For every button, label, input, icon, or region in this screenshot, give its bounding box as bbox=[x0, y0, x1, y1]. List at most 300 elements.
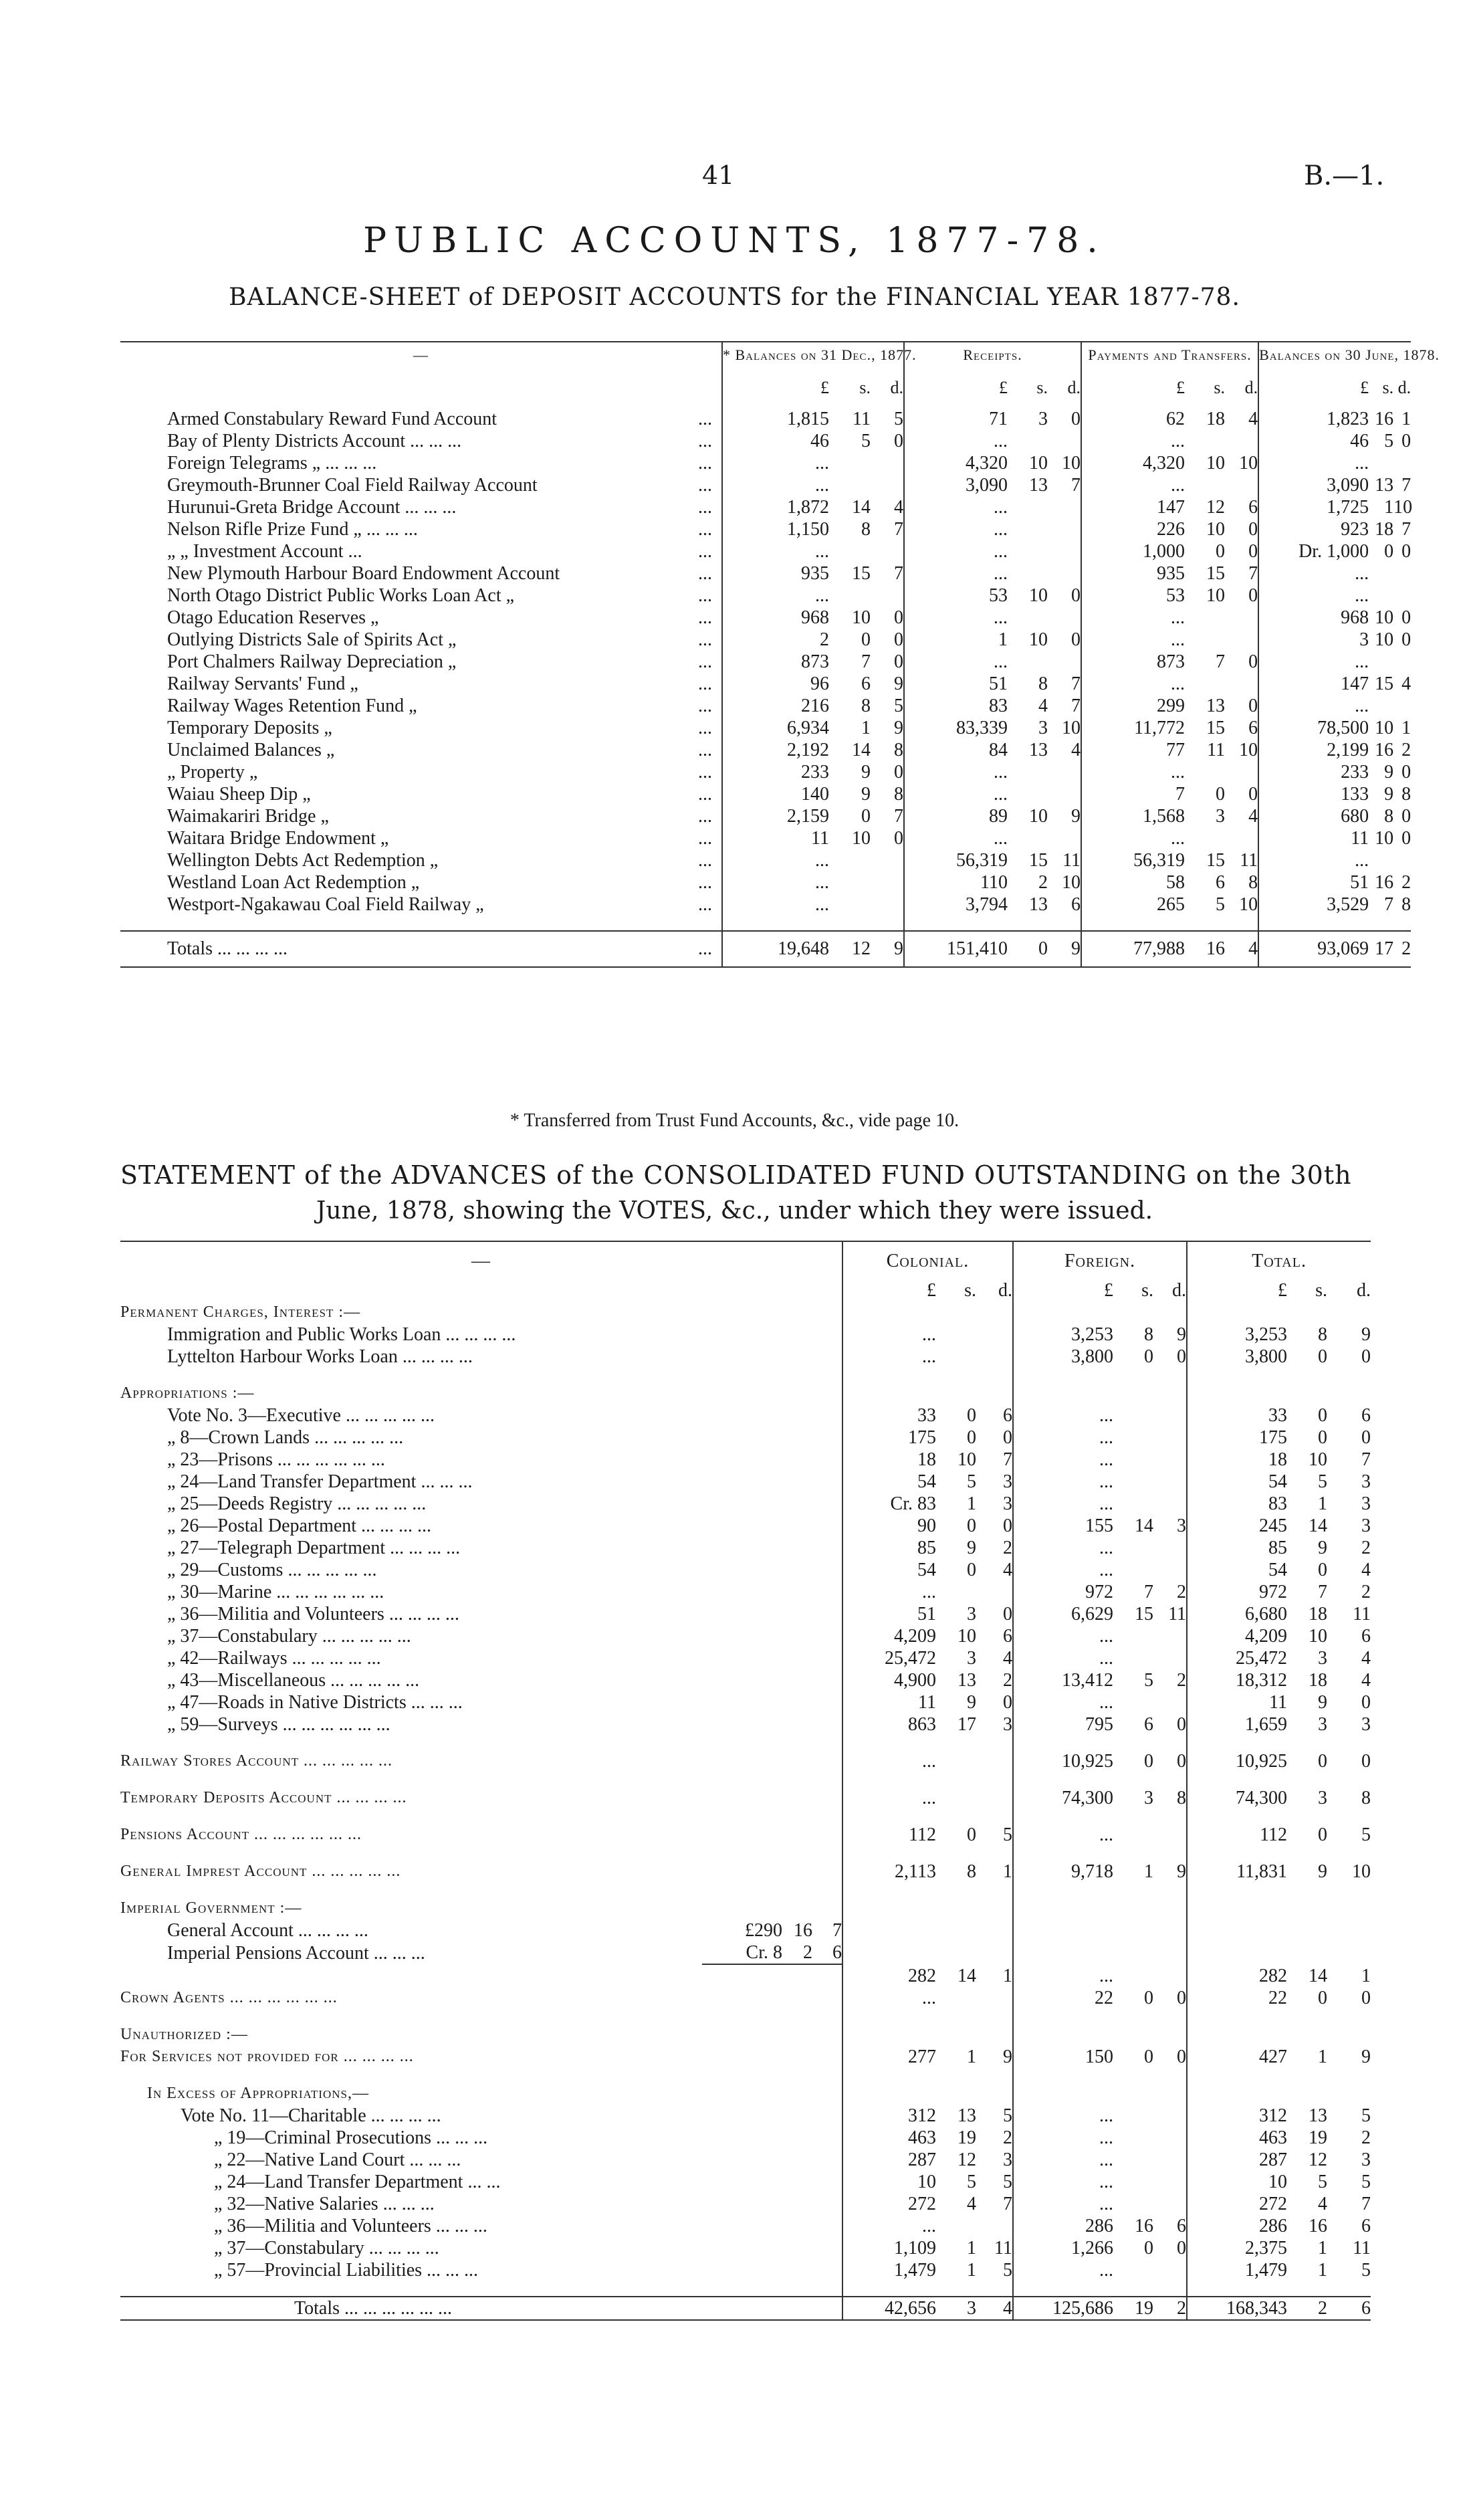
section-heading: Imperial Government :— bbox=[120, 1897, 842, 1919]
r-pounds: ... bbox=[994, 563, 1008, 584]
deposit-account-row bbox=[120, 805, 1411, 827]
account-name bbox=[120, 408, 722, 430]
deposit-account-row bbox=[120, 783, 1411, 805]
b1-pounds: 2,192 bbox=[787, 740, 829, 760]
p-shillings bbox=[1185, 827, 1225, 849]
r-shillings: 2 bbox=[1038, 872, 1048, 893]
line-label: „ 22—Native Land Court ... ... ... bbox=[120, 2149, 842, 2171]
balance-sheet-table bbox=[120, 341, 1440, 968]
deposit-account-row bbox=[120, 430, 1411, 452]
f-pence: 9 bbox=[1153, 1861, 1187, 1883]
railway-stores-row bbox=[120, 1750, 1371, 1772]
b2-pounds: 968 bbox=[1341, 607, 1369, 628]
line-label: „ 29—Customs ... ... ... ... ... bbox=[120, 1559, 842, 1581]
b2-pounds: 51 bbox=[1350, 872, 1369, 893]
p-pence: 4 bbox=[1225, 408, 1258, 430]
header-row bbox=[120, 1241, 1371, 1279]
line-label: „ 36—Militia and Volunteers ... ... ... bbox=[120, 2215, 842, 2237]
t-pence: 0 bbox=[1361, 1751, 1371, 1772]
b2-pence: 2 bbox=[1401, 872, 1411, 893]
p-pounds: 77,988 bbox=[1081, 931, 1185, 967]
t-pence: 5 bbox=[1361, 2260, 1371, 2281]
f-pounds: ... bbox=[1099, 2194, 1114, 2214]
excess-vote-row bbox=[120, 2171, 1371, 2193]
r-pounds: 89 bbox=[989, 806, 1008, 827]
c-pence: 2 bbox=[976, 2127, 1013, 2149]
b1-pounds: ... bbox=[815, 541, 829, 562]
t-pence: 7 bbox=[1361, 2194, 1371, 2214]
b2-pounds: 3,090 bbox=[1327, 475, 1369, 496]
r-shillings bbox=[1008, 518, 1048, 540]
t-pounds bbox=[1187, 2068, 1287, 2083]
b1-pounds: ... bbox=[815, 872, 829, 893]
c-pounds bbox=[842, 2024, 936, 2046]
c-shillings bbox=[936, 2281, 976, 2297]
c-shillings bbox=[936, 1941, 976, 1964]
c-pence bbox=[976, 1324, 1013, 1346]
b1-pounds: 6,934 bbox=[787, 718, 829, 738]
f-shillings: 14 bbox=[1135, 1515, 1154, 1536]
c-pounds: 54 bbox=[917, 1560, 936, 1580]
f-shillings bbox=[1113, 1736, 1153, 1750]
f-pounds bbox=[1013, 1846, 1113, 1861]
b2-shillings bbox=[1369, 496, 1411, 518]
f-pounds: 74,300 bbox=[1062, 1788, 1114, 1808]
t-shillings: 1 bbox=[1318, 2260, 1328, 2281]
r-pounds: 4,320 bbox=[966, 453, 1008, 474]
c-pounds bbox=[842, 1883, 936, 1897]
f-pence bbox=[1153, 1772, 1187, 1787]
b1-shillings: 1 bbox=[861, 718, 871, 738]
b2-pounds: Dr. 1,000 bbox=[1298, 541, 1369, 562]
t-pence bbox=[1327, 1883, 1371, 1897]
spacer-row bbox=[120, 1809, 1371, 1824]
temporary-deposits-row bbox=[120, 1787, 1371, 1809]
leader-dots: ... bbox=[698, 872, 712, 893]
r-shillings bbox=[1008, 761, 1048, 783]
b1-pounds: 935 bbox=[801, 563, 829, 584]
b1-pence bbox=[871, 871, 904, 894]
t-shillings: 0 bbox=[1318, 1427, 1328, 1448]
deposit-account-row bbox=[120, 496, 1411, 518]
b1-pounds: ... bbox=[815, 894, 829, 915]
c-pence bbox=[976, 1382, 1013, 1404]
account-label: Foreign Telegrams „ ... ... ... bbox=[167, 453, 377, 474]
b1-pounds: ... bbox=[815, 475, 829, 496]
r-pounds: 3,090 bbox=[966, 475, 1008, 496]
c-pounds bbox=[842, 1897, 936, 1919]
t-shillings: 3 bbox=[1318, 1788, 1328, 1808]
p-pounds: 1,568 bbox=[1143, 806, 1185, 827]
t-shillings bbox=[1287, 1368, 1327, 1382]
r-pounds: 56,319 bbox=[956, 850, 1008, 871]
p-shillings: 13 bbox=[1206, 696, 1226, 716]
t-shillings: 12 bbox=[1309, 2149, 1328, 2170]
f-pence: 8 bbox=[1153, 1787, 1187, 1809]
vote-row bbox=[120, 1471, 1371, 1493]
t-pounds: 427 bbox=[1259, 2046, 1288, 2067]
t-shillings: 0 bbox=[1318, 1560, 1328, 1580]
c-pounds: 4,900 bbox=[894, 1670, 936, 1691]
leader-dots: ... bbox=[698, 607, 712, 628]
r-pounds: ... bbox=[994, 431, 1008, 451]
t-pence: 5 bbox=[1361, 2172, 1371, 2192]
sub-pence: 6 bbox=[812, 1941, 842, 1964]
c-pence: 5 bbox=[976, 2105, 1013, 2127]
b1-pence: 8 bbox=[871, 739, 904, 761]
spacer bbox=[120, 1809, 842, 1824]
c-pounds: 42,656 bbox=[842, 2297, 936, 2320]
t-pence: 3 bbox=[1361, 2149, 1371, 2170]
c-pence: 0 bbox=[976, 1515, 1013, 1537]
spacer-row bbox=[120, 1736, 1371, 1750]
account-label: Wellington Debts Act Redemption „ bbox=[167, 850, 439, 871]
c-pence: 5 bbox=[976, 2171, 1013, 2193]
c-shillings: 0 bbox=[967, 1515, 976, 1536]
r-pounds: 71 bbox=[989, 409, 1008, 429]
leader-dots: ... bbox=[698, 828, 712, 849]
account-name bbox=[120, 871, 722, 894]
spacer bbox=[722, 916, 829, 931]
c-shillings: 13 bbox=[957, 2105, 976, 2126]
p-pounds: 147 bbox=[1157, 497, 1185, 518]
c-pounds: 10 bbox=[917, 2172, 936, 2192]
f-shillings bbox=[1113, 1471, 1153, 1493]
section-heading: Unauthorized :— bbox=[120, 2024, 842, 2046]
r-shillings bbox=[1008, 651, 1048, 673]
t-shillings: 13 bbox=[1309, 2105, 1328, 2126]
c-pounds: ... bbox=[922, 1751, 936, 1772]
p-pence bbox=[1225, 827, 1258, 849]
t-shillings: 0 bbox=[1318, 1988, 1328, 2008]
leader-dots: ... bbox=[698, 541, 712, 562]
p-pounds: 7 bbox=[1175, 784, 1185, 805]
r-pence bbox=[1048, 562, 1081, 585]
account-label: North Otago District Public Works Loan Act „ bbox=[167, 585, 515, 606]
b2-pence: 1 bbox=[1401, 718, 1411, 738]
b2-pence: 4 bbox=[1401, 673, 1411, 694]
c-shillings: 3 bbox=[936, 2297, 976, 2320]
c-pence bbox=[976, 1809, 1013, 1824]
f-pence bbox=[1153, 1647, 1187, 1669]
f-pence bbox=[1153, 2127, 1187, 2149]
r-pence bbox=[1048, 540, 1081, 562]
t-pounds: 3,800 bbox=[1245, 1346, 1288, 1367]
unit-shilling bbox=[1369, 368, 1411, 408]
b2-pence: 7 bbox=[1401, 519, 1411, 540]
p-pence: 7 bbox=[1225, 562, 1258, 585]
r-pounds: ... bbox=[994, 828, 1008, 849]
r-shillings: 10 bbox=[1029, 585, 1048, 606]
deposit-account-row bbox=[120, 562, 1411, 585]
p-pence: 0 bbox=[1225, 783, 1258, 805]
b1-shillings: 12 bbox=[829, 931, 871, 967]
loan-row bbox=[120, 1324, 1371, 1346]
f-pounds: 13,412 bbox=[1062, 1670, 1114, 1691]
p-pence: 0 bbox=[1225, 540, 1258, 562]
b2-shillings bbox=[1369, 430, 1411, 452]
services-not-provided-row bbox=[120, 2046, 1371, 2068]
line-label: General Imprest Account ... ... ... ... ... bbox=[120, 1861, 842, 1883]
t-shillings: 1 bbox=[1318, 2046, 1328, 2067]
p-pence: 6 bbox=[1225, 717, 1258, 739]
page-title: PUBLIC ACCOUNTS, 1877-78. bbox=[363, 221, 1106, 261]
b1-pence: 5 bbox=[871, 695, 904, 717]
t-shillings: 8 bbox=[1318, 1324, 1328, 1345]
t-shillings bbox=[1287, 1301, 1327, 1324]
p-pence: 4 bbox=[1225, 931, 1258, 967]
f-pounds bbox=[1013, 1772, 1113, 1787]
t-pence: 2 bbox=[1361, 1538, 1371, 1558]
c-shillings bbox=[936, 1736, 976, 1750]
c-shillings bbox=[936, 1346, 976, 1368]
f-pence: 0 bbox=[1153, 1713, 1187, 1736]
c-pounds: 90 bbox=[917, 1515, 936, 1536]
r-shillings: 4 bbox=[1038, 696, 1048, 716]
f-pence bbox=[1153, 1625, 1187, 1647]
b1-pence bbox=[871, 849, 904, 871]
t-pence bbox=[1327, 1941, 1371, 1964]
deposit-account-row bbox=[120, 695, 1411, 717]
t-shillings bbox=[1287, 2024, 1327, 2046]
sub-pence: 7 bbox=[812, 1919, 842, 1941]
excess-vote-row bbox=[120, 2193, 1371, 2215]
t-pounds: 54 bbox=[1268, 1471, 1288, 1492]
c-pounds: 4,209 bbox=[894, 1626, 936, 1647]
c-shillings: 5 bbox=[967, 2172, 976, 2192]
f-pounds: 150 bbox=[1085, 2046, 1114, 2067]
p-shillings: 7 bbox=[1216, 651, 1226, 672]
vote-row bbox=[120, 1427, 1371, 1449]
t-shillings: 9 bbox=[1318, 1692, 1328, 1713]
unit-pence: d. bbox=[1153, 1279, 1187, 1301]
account-label: Railway Wages Retention Fund „ bbox=[167, 696, 417, 716]
b2-pence: 10 bbox=[1393, 497, 1413, 518]
unit-pound: £ bbox=[1176, 378, 1185, 397]
b2-shillings bbox=[1369, 518, 1411, 540]
f-pence bbox=[1153, 2171, 1187, 2193]
t-pounds: 4,209 bbox=[1245, 1626, 1288, 1647]
line-label: General Account ... ... ... ... bbox=[167, 1920, 368, 1941]
t-pence bbox=[1327, 2009, 1371, 2024]
p-pounds: 265 bbox=[1157, 894, 1185, 915]
b2-shillings: 18 bbox=[1375, 519, 1394, 540]
t-pence bbox=[1327, 2281, 1371, 2297]
f-shillings bbox=[1113, 2281, 1153, 2297]
r-shillings bbox=[1008, 562, 1048, 585]
f-pounds: ... bbox=[1099, 1538, 1114, 1558]
r-shillings: 3 bbox=[1038, 409, 1048, 429]
b2-pence: 2 bbox=[1401, 938, 1411, 959]
b2-pence: 0 bbox=[1401, 541, 1411, 562]
t-pounds bbox=[1187, 1897, 1287, 1919]
t-pounds: 272 bbox=[1259, 2194, 1288, 2214]
t-shillings: 10 bbox=[1309, 1449, 1328, 1470]
f-pounds: ... bbox=[1099, 1965, 1114, 1986]
b2-pounds: 133 bbox=[1341, 784, 1369, 805]
b1-pence bbox=[871, 894, 904, 916]
deposit-account-row bbox=[120, 849, 1411, 871]
leader-dots: ... bbox=[698, 894, 712, 915]
spacer bbox=[1258, 916, 1369, 931]
f-pence bbox=[1153, 2105, 1187, 2127]
c-pence bbox=[976, 2024, 1013, 2046]
r-pence: 7 bbox=[1048, 474, 1081, 496]
f-shillings: 0 bbox=[1144, 2238, 1154, 2259]
statement-subtitle: June, 1878, showing the VOTES, &c., under which they were issued. bbox=[316, 1197, 1153, 1225]
t-shillings: 5 bbox=[1318, 2172, 1328, 2192]
deposit-account-row bbox=[120, 474, 1411, 496]
header-description: — bbox=[120, 1241, 842, 1279]
b2-shillings: 10 bbox=[1375, 828, 1394, 849]
c-pounds bbox=[842, 1382, 936, 1404]
f-shillings bbox=[1113, 1824, 1153, 1846]
b2-shillings bbox=[1369, 827, 1411, 849]
page-number: 41 bbox=[702, 161, 735, 190]
r-shillings: 15 bbox=[1029, 850, 1048, 871]
line-label: „ 36—Militia and Volunteers ... ... ... ... bbox=[120, 1603, 842, 1625]
f-shillings bbox=[1113, 1368, 1153, 1382]
b2-shillings bbox=[1369, 452, 1411, 474]
p-shillings: 10 bbox=[1206, 453, 1226, 474]
spacer-row bbox=[120, 1846, 1371, 1861]
b1-pence bbox=[871, 474, 904, 496]
t-pounds: 33 bbox=[1268, 1405, 1288, 1426]
f-pounds: 3,253 bbox=[1071, 1324, 1114, 1345]
b1-pence: 0 bbox=[871, 761, 904, 783]
line-label: Immigration and Public Works Loan ... ... ... ... bbox=[120, 1324, 842, 1346]
b1-pence: 0 bbox=[871, 607, 904, 629]
header-account: — bbox=[120, 342, 722, 368]
c-pounds: ... bbox=[922, 1324, 936, 1345]
leader-dots: ... bbox=[698, 497, 712, 518]
r-pounds: 84 bbox=[989, 740, 1008, 760]
r-shillings: 13 bbox=[1029, 894, 1048, 915]
c-pence: 4 bbox=[976, 1559, 1013, 1581]
f-pence: 0 bbox=[1153, 1750, 1187, 1772]
f-pence bbox=[1153, 1471, 1187, 1493]
f-pence bbox=[1153, 1382, 1187, 1404]
t-pounds bbox=[1187, 1368, 1287, 1382]
r-shillings bbox=[1008, 540, 1048, 562]
t-pounds: 245 bbox=[1259, 1515, 1288, 1536]
account-label: Waimakariri Bridge „ bbox=[167, 806, 329, 827]
c-pence: 3 bbox=[976, 1493, 1013, 1515]
t-pounds bbox=[1187, 1941, 1287, 1964]
b1-pounds: ... bbox=[815, 850, 829, 871]
r-shillings: 3 bbox=[1038, 718, 1048, 738]
spacer bbox=[120, 1846, 842, 1861]
unit-pence: d. bbox=[1357, 1280, 1371, 1301]
t-pence: 11 bbox=[1353, 2238, 1371, 2259]
t-pence bbox=[1327, 1897, 1371, 1919]
spacer-row bbox=[120, 2009, 1371, 2024]
account-name bbox=[120, 496, 722, 518]
vote-row bbox=[120, 1713, 1371, 1736]
b1-pence: 8 bbox=[871, 783, 904, 805]
b1-shillings: 5 bbox=[861, 431, 871, 451]
c-pence bbox=[976, 1368, 1013, 1382]
t-pounds bbox=[1187, 1883, 1287, 1897]
f-pounds bbox=[1013, 2024, 1113, 2046]
account-label: Railway Servants' Fund „ bbox=[167, 673, 358, 694]
f-pence bbox=[1153, 1301, 1187, 1324]
c-shillings: 8 bbox=[967, 1861, 976, 1882]
line-label: „ 23—Prisons ... ... ... ... ... ... bbox=[120, 1449, 842, 1471]
t-pounds: 168,343 bbox=[1187, 2297, 1287, 2320]
t-pounds: 312 bbox=[1259, 2105, 1288, 2126]
p-pence: 6 bbox=[1225, 496, 1258, 518]
t-shillings bbox=[1287, 1883, 1327, 1897]
p-pounds: 873 bbox=[1157, 651, 1185, 672]
f-shillings: 1 bbox=[1144, 1861, 1154, 1882]
pensions-row bbox=[120, 1824, 1371, 1846]
c-pounds: 863 bbox=[908, 1714, 936, 1735]
c-pence: 5 bbox=[976, 1824, 1013, 1846]
p-shillings bbox=[1185, 629, 1225, 651]
t-shillings: 0 bbox=[1318, 1824, 1328, 1845]
r-shillings: 0 bbox=[1008, 931, 1048, 967]
unit-shilling: s. bbox=[859, 378, 871, 397]
p-shillings: 16 bbox=[1185, 931, 1225, 967]
b2-shillings: 1 bbox=[1384, 497, 1394, 518]
f-pence bbox=[1153, 2281, 1187, 2297]
t-pounds: 2,375 bbox=[1245, 2238, 1288, 2259]
t-shillings: 0 bbox=[1318, 1405, 1328, 1426]
f-pounds: ... bbox=[1099, 1626, 1114, 1647]
statement-title: STATEMENT of the ADVANCES of the CONSOLIDATED FUND OUTSTANDING on the 30th bbox=[120, 1160, 1352, 1190]
t-pounds: 25,472 bbox=[1236, 1648, 1288, 1669]
units-row bbox=[120, 1279, 1371, 1301]
f-shillings bbox=[1113, 1559, 1153, 1581]
f-pounds: ... bbox=[1099, 2127, 1114, 2148]
c-shillings bbox=[936, 2024, 976, 2046]
deposit-account-row bbox=[120, 739, 1411, 761]
spacer bbox=[1081, 916, 1185, 931]
c-shillings: 13 bbox=[957, 1670, 976, 1691]
b2-shillings: 16 bbox=[1375, 872, 1394, 893]
f-pounds: 155 bbox=[1085, 1515, 1114, 1536]
c-shillings bbox=[936, 1382, 976, 1404]
unit-pence: d. bbox=[1048, 368, 1081, 408]
imperial-sub-row bbox=[120, 1919, 1371, 1941]
b2-shillings bbox=[1369, 739, 1411, 761]
f-shillings bbox=[1113, 1427, 1153, 1449]
deposit-account-row bbox=[120, 717, 1411, 739]
c-pounds bbox=[842, 1846, 936, 1861]
spacer bbox=[120, 1368, 842, 1382]
t-pence: 9 bbox=[1361, 2046, 1371, 2067]
c-shillings bbox=[936, 1846, 976, 1861]
excess-vote-row bbox=[120, 2127, 1371, 2149]
c-pence bbox=[976, 1772, 1013, 1787]
b1-shillings: 10 bbox=[852, 828, 871, 849]
r-shillings bbox=[1008, 827, 1048, 849]
t-pence bbox=[1327, 1846, 1371, 1861]
excess-vote-row bbox=[120, 2237, 1371, 2259]
c-pence: 4 bbox=[976, 2297, 1013, 2320]
b2-pounds: 3 bbox=[1359, 629, 1369, 650]
f-pounds: ... bbox=[1099, 1692, 1114, 1713]
header-colonial: Colonial. bbox=[842, 1241, 1013, 1279]
vote-row bbox=[120, 1647, 1371, 1669]
p-pounds: 77 bbox=[1166, 740, 1185, 760]
account-name bbox=[120, 540, 722, 562]
f-shillings: 7 bbox=[1144, 1582, 1154, 1602]
account-label: Westport-Ngakawau Coal Field Railway „ bbox=[167, 894, 484, 915]
line-label: For Services not provided for ... ... ... ... bbox=[120, 2046, 842, 2068]
deposit-account-row bbox=[120, 827, 1411, 849]
